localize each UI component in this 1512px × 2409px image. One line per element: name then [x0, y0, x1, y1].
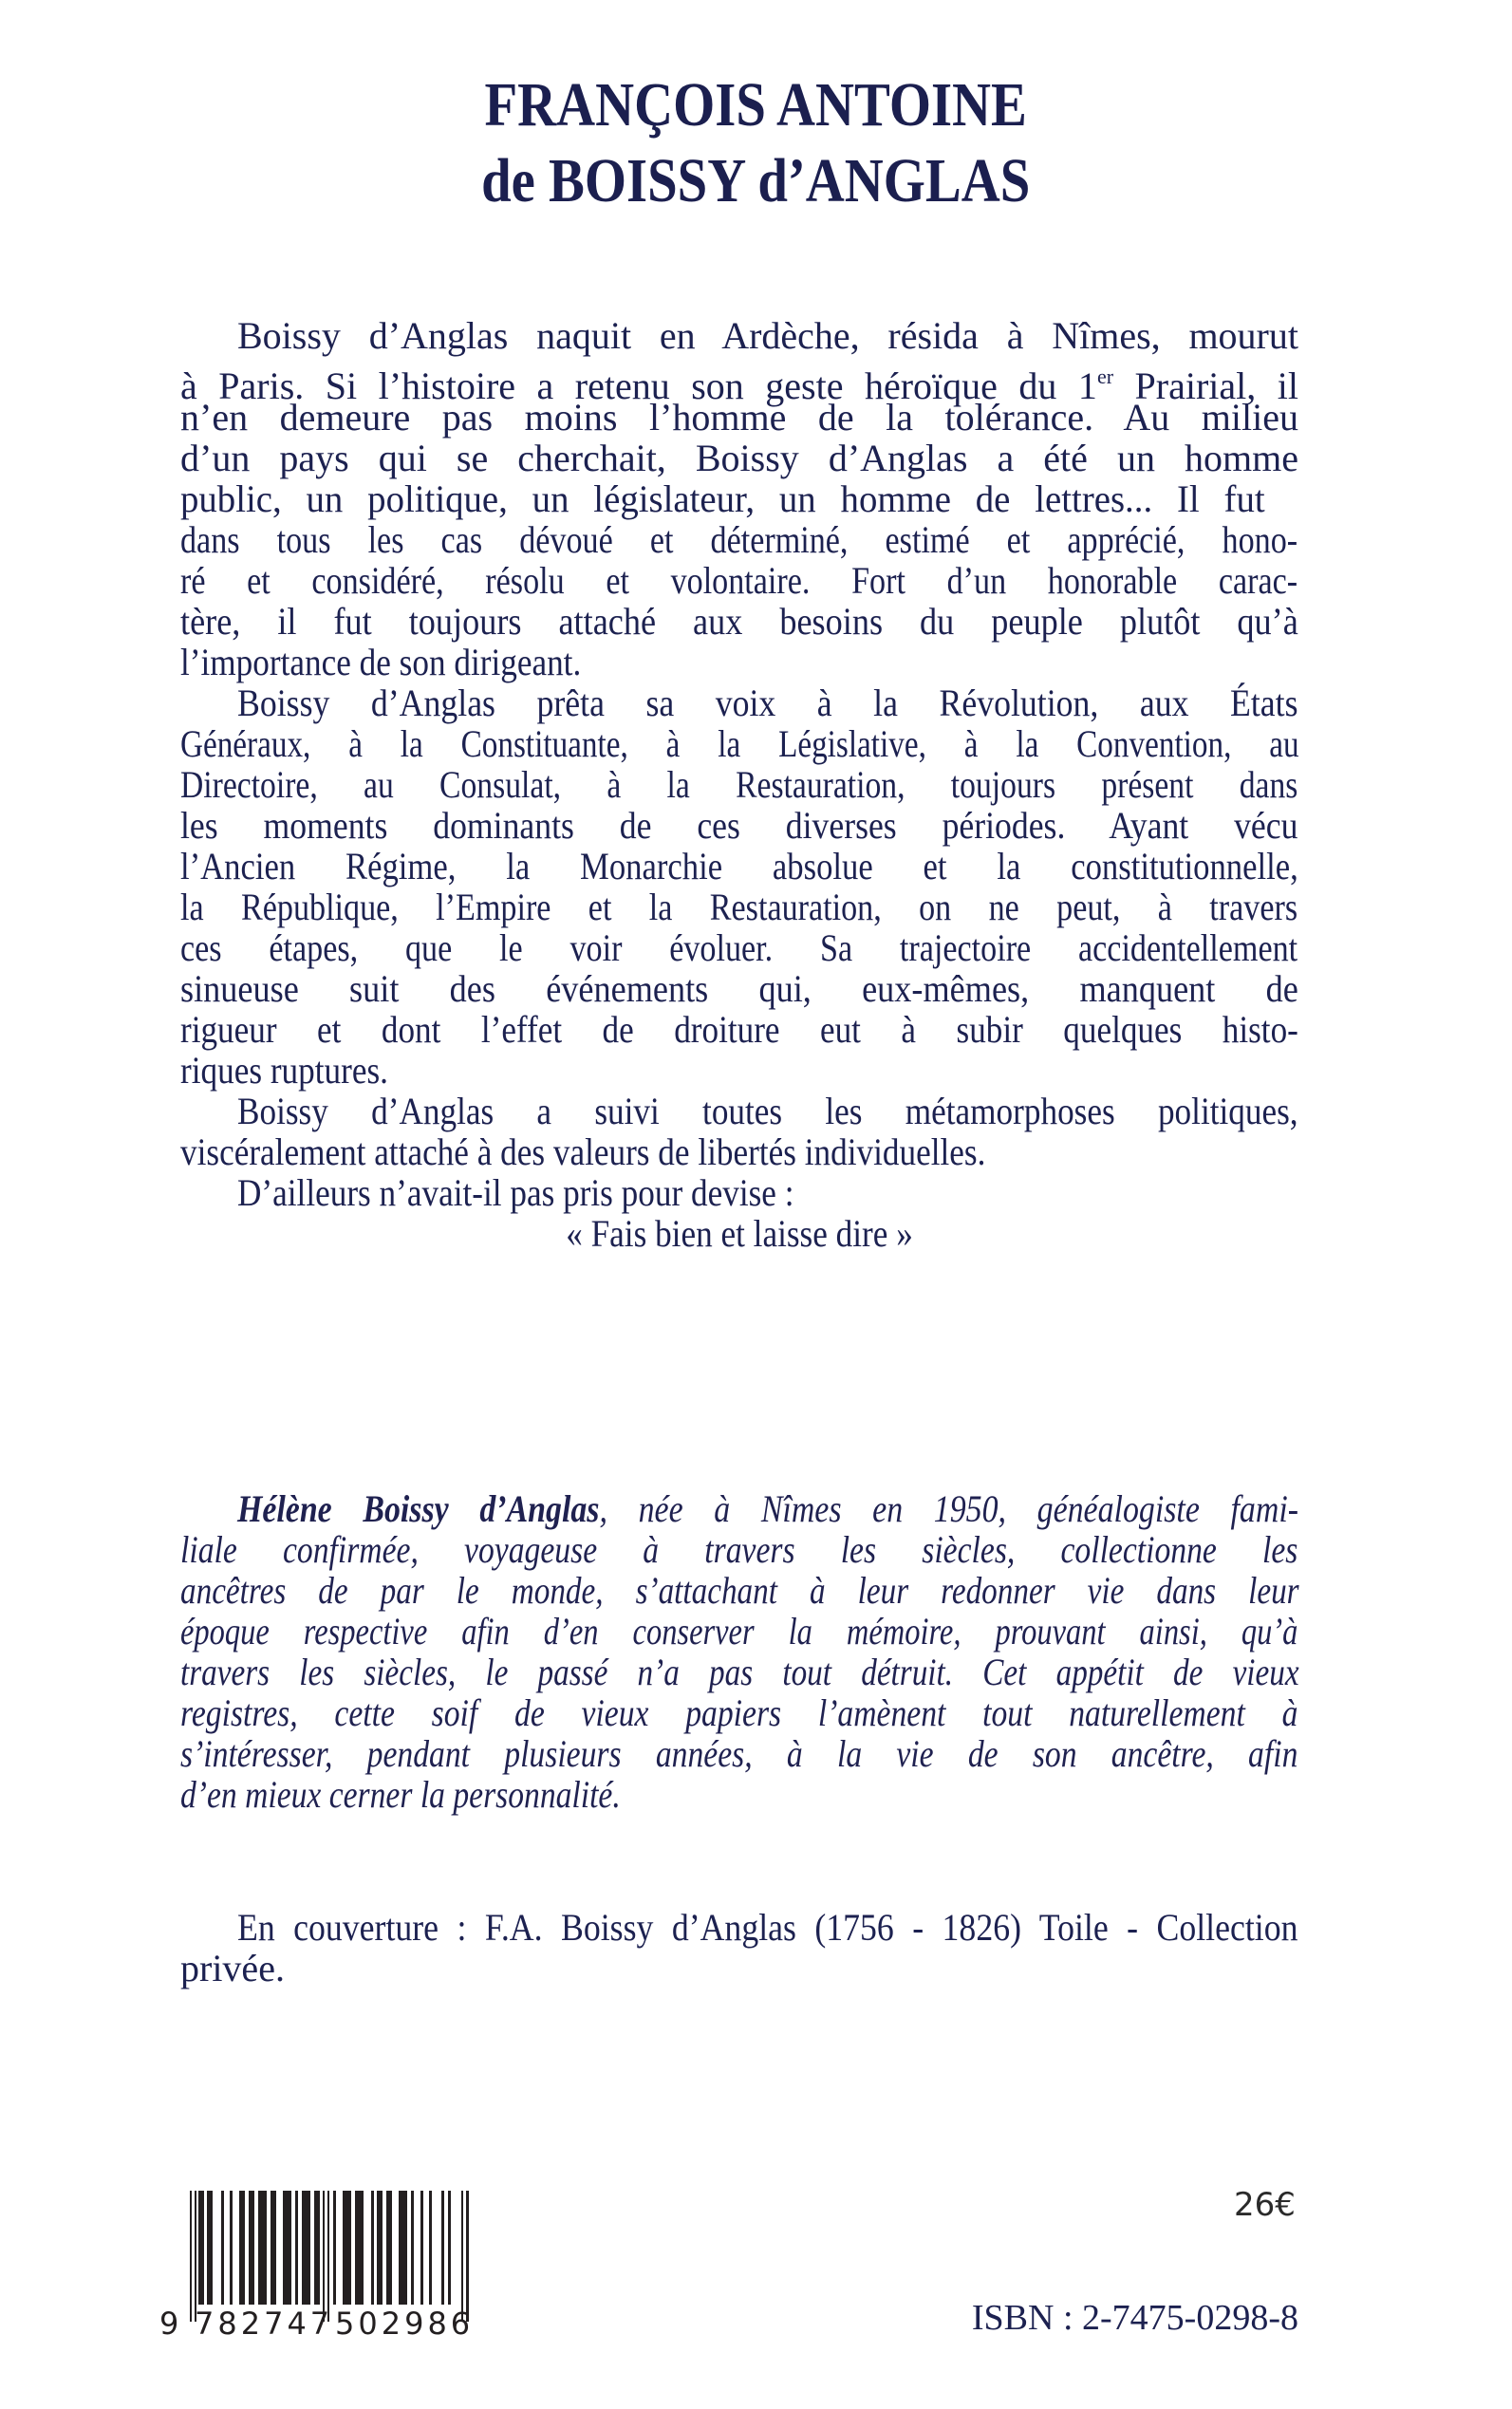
title-line-2: [0, 146, 1512, 215]
bio-line: [237, 1488, 1298, 1530]
bio-line-content: époque respective afin d’en conserver la mémoire, prouvant ainsi, qu’à: [180, 1610, 1298, 1653]
bio-line-content: travers les siècles, le passé n’a pas tout détruit. Cet appétit de vieux: [180, 1651, 1299, 1693]
bio-line-content: [237, 1488, 1298, 1530]
text-line-content: public, un politique, un législateur, un homme de lettres... Il fut: [180, 477, 1265, 520]
bio-line-content: ancêtres de par le monde, s’attachant à leur redonner vie dans leur: [180, 1569, 1299, 1612]
text-line-content: Généraux, à la Constituante, à la Législative, à la Convention, au: [180, 722, 1299, 765]
bio-line-content: liale confirmée, voyageuse à travers les siècles, collectionne les: [180, 1528, 1298, 1571]
credit-line-content: En couverture : F.A. Boissy d’Anglas (1756 - 1826) Toile - Collection: [237, 1906, 1298, 1949]
motto-text: « Fais bien et laisse dire »: [566, 1212, 913, 1255]
bio-line-content: d’en mieux cerner la personnalité.: [180, 1773, 621, 1816]
barcode-lead-digit: 9: [159, 2306, 183, 2342]
text-line-content: n’en demeure pas moins l’homme de la tolérance. Au milieu: [180, 396, 1298, 439]
title-line-1-text: FRANÇOIS ANTOINE: [484, 70, 1028, 140]
text-line: [180, 601, 1298, 643]
text-line-content: l’importance de son dirigeant.: [180, 641, 582, 683]
text-line: [180, 1131, 1298, 1173]
bio-line: [180, 1652, 1298, 1693]
bio-line-content: s’intéresser, pendant plusieurs années, à la vie de son ancêtre, afin: [180, 1732, 1298, 1775]
text-line-content: ces étapes, que le voir évoluer. Sa trajectoire accidentellement: [180, 926, 1298, 969]
bio-line: [180, 1529, 1298, 1571]
text-line: [180, 478, 1298, 520]
text-line-content: Boissy d’Anglas naquit en Ardèche, résida à Nîmes, mourut: [237, 314, 1298, 357]
credit-line: [180, 1948, 1298, 1989]
bio-line: [180, 1774, 1298, 1816]
text-line: [180, 1050, 1298, 1092]
text-line: [180, 927, 1298, 969]
text-line: [180, 397, 1298, 439]
barcode-left-group: 782747: [195, 2306, 334, 2342]
barcode-right-group: 502986: [335, 2306, 475, 2342]
text-line: [180, 846, 1298, 887]
bio-line: [180, 1733, 1298, 1775]
text-line: [180, 438, 1298, 479]
text-line: [180, 764, 1298, 806]
text-line: [180, 1009, 1298, 1051]
text-line-content: D’ailleurs n’avait-il pas pris pour devise :: [237, 1171, 794, 1214]
bio-line: [180, 1692, 1298, 1734]
bio-line: [180, 1570, 1298, 1612]
motto: [180, 1213, 1298, 1255]
text-line-content: rigueur et dont l’effet de droiture eut à subir quelques histo-: [180, 1008, 1298, 1051]
text-line-content: dans tous les cas dévoué et déterminé, estimé et apprécié, hono-: [180, 518, 1298, 561]
text-fragment: , née à Nîmes en 1950, généalogiste fami-: [599, 1487, 1299, 1530]
text-line: [237, 315, 1298, 357]
text-fragment: Prairial, il: [1113, 364, 1298, 407]
credit-line: [237, 1907, 1298, 1949]
title-line-2-text: de BOISSY d’ANGLAS: [481, 146, 1031, 215]
text-line: [237, 682, 1298, 724]
text-line-content: ré et considéré, résolu et volontaire. Fort d’un honorable carac-: [180, 559, 1298, 602]
text-fragment: à Paris. Si l’histoire a retenu son geste héroïque du 1: [180, 364, 1097, 407]
text-line: [180, 968, 1298, 1010]
text-line: [180, 723, 1298, 765]
text-line-content: Directoire, au Consulat, à la Restauration, toujours présent dans: [180, 763, 1298, 806]
author-name: Hélène Boissy d’Anglas: [237, 1487, 600, 1530]
title-line-1: [0, 70, 1512, 140]
text-line-content: sinueuse suit des événements qui, eux-mêmes, manquent de: [180, 967, 1298, 1010]
text-line-content: d’un pays qui se cherchait, Boissy d’Anglas a été un homme: [180, 437, 1298, 479]
text-line-content: viscéralement attaché à des valeurs de libertés individuelles.: [180, 1130, 986, 1173]
text-line: [237, 1172, 1298, 1214]
isbn: ISBN : 2-7475-0298-8: [971, 2298, 1298, 2338]
text-line: [180, 805, 1298, 847]
text-line-content: tère, il fut toujours attaché aux besoins du peuple plutôt qu’à: [180, 600, 1298, 643]
text-line-content: les moments dominants de ces diverses périodes. Ayant vécu: [180, 804, 1298, 847]
price: 26€: [1234, 2186, 1296, 2224]
text-line-content: riques ruptures.: [180, 1049, 388, 1092]
text-line: [180, 519, 1298, 561]
bio-line-content: registres, cette soif de vieux papiers l’amènent tout naturellement à: [180, 1691, 1298, 1734]
text-line: [237, 1091, 1298, 1132]
superscript: er: [1096, 364, 1114, 388]
credit-line-content: privée.: [180, 1947, 285, 1989]
bio-line: [180, 1611, 1298, 1653]
text-line: [180, 356, 1298, 407]
text-line-content: la République, l’Empire et la Restauration, on ne peut, à travers: [180, 886, 1298, 928]
text-line: [180, 887, 1298, 928]
text-line: [180, 642, 1298, 683]
text-line: [180, 560, 1298, 602]
text-line-content: Boissy d’Anglas prêta sa voix à la Révolution, aux États: [237, 682, 1298, 724]
text-line-content: Boissy d’Anglas a suivi toutes les métamorphoses politiques,: [237, 1090, 1298, 1132]
text-line-content: l’Ancien Régime, la Monarchie absolue et la constitutionnelle,: [180, 845, 1298, 887]
